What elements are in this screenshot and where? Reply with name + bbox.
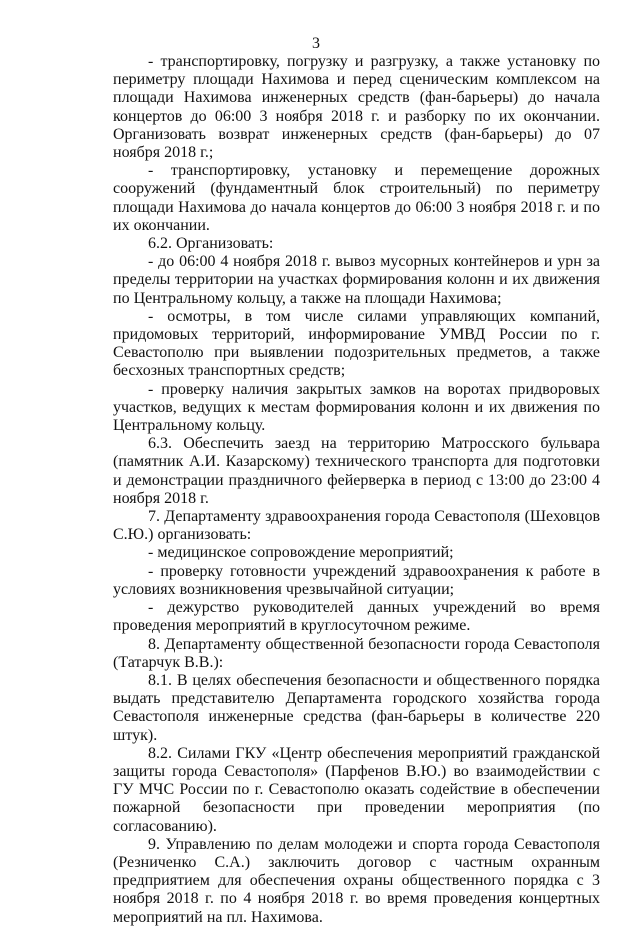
paragraph: 8. Департаменту общественной безопасности города Севастополя (Татарчук В.В.):: [113, 635, 600, 671]
paragraph: 7. Департаменту здравоохранения города Севастополя (Шеховцов С.Ю.) организовать:: [113, 508, 600, 544]
paragraph: 8.2. Силами ГКУ «Центр обеспечения мероприятий гражданской защиты города Севастополя» (Парфенов В.Ю.) во взаимодействии с ГУ МЧС России по г. Севастополю оказать содействие в обеспечении пожарной безопасности при проведении мероприятия (по согласованию).: [113, 744, 600, 835]
paragraph: 6.3. Обеспечить заезд на территорию Матросского бульвара (памятник А.И. Казарскому) технического транспорта для подготовки и демонстрации праздничного фейерверка в период с 13:00 до 23:00 4 ноября 2018 г.: [113, 435, 600, 507]
paragraph: - осмотры, в том числе силами управляющих компаний, придомовых территорий, информирование УМВД России по г. Севастополю при выявлении подозрительных предметов, а также бесхозных транспортных средств;: [113, 307, 600, 380]
paragraph: - дежурство руководителей данных учреждений во время проведения мероприятий в круглосуточном режиме.: [113, 599, 600, 635]
paragraph: - до 06:00 4 ноября 2018 г. вывоз мусорных контейнеров и урн за пределы территории на участках формирования колонн и их движения по Центральному кольцу, а также на площади Нахимова;: [113, 253, 600, 307]
paragraph: 8.1. В целях обеспечения безопасности и общественного порядка выдать представителю Департамента городского хозяйства города Севастополя инженерные средства (фан-барьеры в количестве 220 штук).: [113, 671, 600, 744]
paragraph: - проверку готовности учреждений здравоохранения к работе в условиях возникновения чрезвычайной ситуации;: [113, 562, 600, 598]
document-body: [113, 53, 600, 927]
paragraph: 9. Управлению по делам молодежи и спорта города Севастополя (Резниченко С.А.) заключить договор с частным охранным предприятием для обеспечения охраны общественного порядка с 3 ноября 2018 г. по 4 ноября 2018 г. во время проведения концертных мероприятий на пл. Нахимова.: [113, 835, 600, 926]
paragraph: 6.2. Организовать:: [148, 235, 274, 253]
page-number: 3: [312, 35, 320, 52]
paragraph: - медицинское сопровождение мероприятий;: [148, 544, 454, 562]
paragraph: - транспортировку, установку и перемещение дорожных сооружений (фундаментный блок строительный) по периметру площади Нахимова до начала концертов до 06:00 3 ноября 2018 г. и по их окончании.: [113, 162, 600, 234]
paragraph: - транспортировку, погрузку и разгрузку, а также установку по периметру площади Нахимова и перед сценическим комплексом на площади Нахимова инженерных средств (фан-барьеры) до начала концертов до 06:00 3 ноября 2018 г. и разборку по их окончании. Организовать возврат инженерных средств (фан-барьеры) до 07 ноября 2018 г.;: [113, 53, 600, 162]
paragraph: - проверку наличия закрытых замков на воротах придворовых участков, ведущих к местам формирования колонн и их движения по Центральному кольцу.: [113, 380, 600, 435]
